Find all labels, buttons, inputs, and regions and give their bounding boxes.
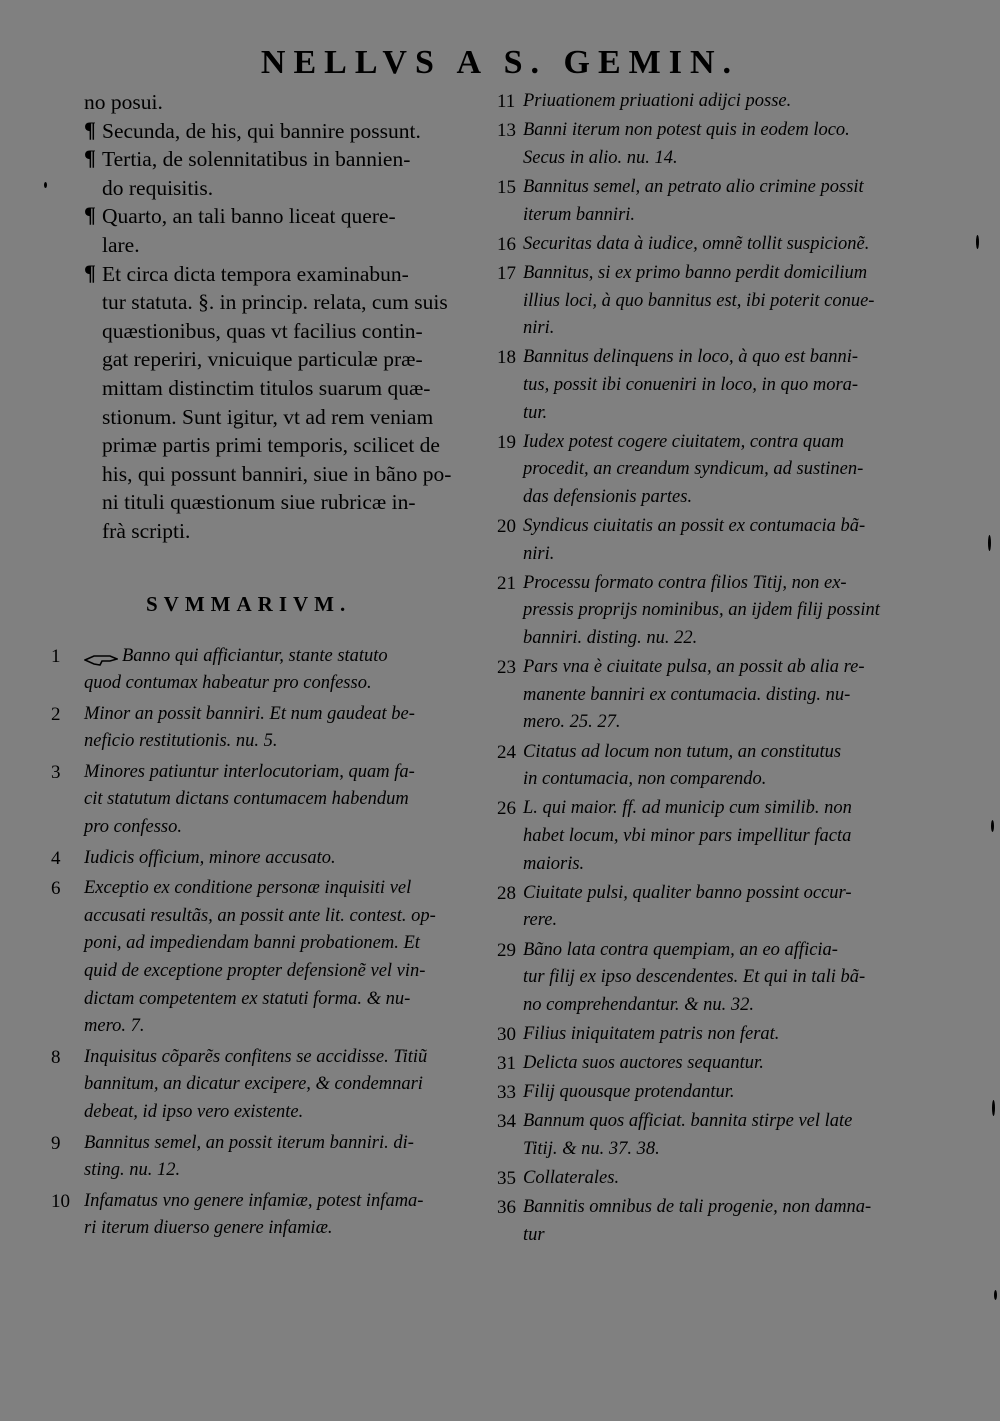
entry-number: 6 bbox=[51, 878, 61, 900]
entry-text bbox=[84, 1188, 423, 1243]
entry-line-text: Citatus ad locum non tutum, an constitutus bbox=[523, 741, 842, 762]
ink-speck bbox=[994, 1290, 997, 1300]
entry-line-text: Bannitus delinquens in loco, à quo est banni- bbox=[523, 347, 859, 368]
pilcrow-mark bbox=[84, 345, 102, 374]
entry-line bbox=[523, 372, 858, 400]
text-line bbox=[84, 460, 494, 489]
entry-number: 8 bbox=[51, 1046, 61, 1068]
summary-entry bbox=[497, 1021, 937, 1049]
entry-line bbox=[523, 964, 865, 992]
entry-text bbox=[523, 88, 791, 116]
entry-line-text: Collaterales. bbox=[523, 1168, 620, 1189]
text-line: no posui. bbox=[84, 90, 163, 114]
right-column bbox=[497, 88, 937, 1251]
entry-line-text: tur bbox=[523, 1225, 545, 1246]
paragraph bbox=[84, 202, 494, 259]
entry-number: 19 bbox=[497, 431, 516, 453]
entry-number: 15 bbox=[497, 176, 516, 198]
summary-entry bbox=[497, 174, 937, 229]
entry-line-text: neficio restitutionis. nu. 5. bbox=[84, 731, 278, 752]
entry-line bbox=[523, 513, 865, 541]
entry-number: 30 bbox=[497, 1023, 516, 1045]
entry-line-text: Filius iniquitatem patris non ferat. bbox=[523, 1023, 780, 1044]
entry-line-text: debeat, id ipso vero existente. bbox=[84, 1102, 304, 1122]
entry-line bbox=[84, 986, 436, 1014]
entry-line-text: Iudicis officium, minore accusato. bbox=[84, 847, 336, 868]
text-line bbox=[84, 317, 494, 346]
text-line-content: Tertia, de solennitatibus in bannien- bbox=[102, 147, 411, 172]
entry-text bbox=[523, 739, 841, 794]
pilcrow-mark bbox=[84, 374, 102, 403]
entry-line-text: habet locum, vbi minor pars impellitur facta bbox=[523, 825, 852, 846]
summary-entry bbox=[51, 1130, 494, 1185]
entry-line-text: Secus in alio. nu. 14. bbox=[523, 147, 678, 168]
entry-line bbox=[84, 759, 415, 787]
entry-number: 23 bbox=[497, 657, 516, 679]
pilcrow-mark bbox=[84, 460, 102, 489]
entry-line bbox=[523, 484, 863, 512]
intro-text bbox=[84, 88, 494, 546]
entry-line-text: Banni iterum non potest quis in eodem loco. bbox=[523, 120, 850, 141]
entry-line-text: Bannitus, si ex primo banno perdit domicilium bbox=[523, 262, 868, 283]
pilcrow-mark bbox=[84, 431, 102, 460]
entry-number: 35 bbox=[497, 1168, 516, 1190]
entry-line-text: accusati resultãs, an possit ante lit. contest. op- bbox=[84, 905, 436, 926]
pilcrow-mark: ¶ bbox=[84, 145, 96, 171]
entry-line bbox=[84, 1099, 427, 1127]
entry-line-text: illius loci, à quo bannitus est, ibi poterit conue- bbox=[523, 290, 875, 311]
text-line-content: tur statuta. §. in princip. relata, cum suis bbox=[102, 290, 448, 315]
text-line-content: stionum. Sunt igitur, vt ad rem veniam bbox=[102, 404, 434, 429]
entry-line bbox=[84, 1188, 423, 1216]
summary-entry bbox=[497, 231, 937, 259]
entry-number: 33 bbox=[497, 1082, 516, 1104]
pilcrow-mark bbox=[84, 231, 102, 260]
entry-line bbox=[523, 823, 852, 851]
entry-text bbox=[84, 1130, 414, 1185]
entry-text bbox=[84, 875, 436, 1041]
entry-line bbox=[523, 145, 850, 173]
entry-text bbox=[523, 231, 869, 259]
entry-text bbox=[523, 1079, 735, 1107]
entry-text bbox=[523, 1108, 852, 1163]
pilcrow-mark bbox=[84, 317, 102, 346]
entry-line-text: no comprehendantur. & nu. 32. bbox=[523, 994, 755, 1015]
entry-text bbox=[523, 513, 865, 568]
entry-text bbox=[523, 429, 863, 512]
entry-line bbox=[523, 288, 874, 316]
entry-line-text: rere. bbox=[523, 910, 558, 931]
entry-line bbox=[523, 429, 863, 457]
entry-line bbox=[523, 174, 864, 202]
entry-line-text: iterum banniri. bbox=[523, 204, 636, 225]
summary-entry bbox=[51, 1188, 494, 1243]
text-line bbox=[84, 145, 494, 174]
entry-line bbox=[84, 1013, 436, 1041]
pilcrow-mark bbox=[84, 288, 102, 317]
summary-entry bbox=[51, 643, 494, 698]
entry-line bbox=[523, 795, 852, 823]
summary-entry bbox=[497, 88, 937, 116]
text-line bbox=[84, 431, 494, 460]
entry-line-text: procedit, an creandum syndicum, ad sustinen- bbox=[523, 459, 864, 480]
entry-text bbox=[523, 1194, 871, 1249]
entry-line-text: Exceptio ex conditione personæ inquisiti vel bbox=[84, 878, 412, 899]
entry-line-text: Bannitis omnibus de tali progenie, non damna- bbox=[523, 1197, 872, 1218]
entry-text bbox=[523, 570, 880, 653]
entry-number: 28 bbox=[497, 882, 516, 904]
text-line bbox=[84, 488, 494, 517]
summary-entry bbox=[51, 759, 494, 842]
entry-line bbox=[523, 739, 841, 767]
summary-entry bbox=[497, 795, 937, 878]
entry-number: 16 bbox=[497, 233, 516, 255]
text-line-content: do requisitis. bbox=[102, 175, 214, 200]
entry-line bbox=[523, 1165, 619, 1193]
entry-line bbox=[523, 766, 841, 794]
paragraph bbox=[84, 117, 494, 146]
entry-line-text: Filij quousque protendantur. bbox=[523, 1082, 735, 1103]
entry-line-text: quid de exceptione propter defensionẽ vel vin- bbox=[84, 961, 426, 982]
entry-text bbox=[523, 880, 852, 935]
entry-line-text: banniri. disting. nu. 22. bbox=[523, 628, 698, 649]
entry-text bbox=[523, 344, 858, 427]
entry-line-text: Minores patiuntur interlocutoriam, quam fa- bbox=[84, 761, 415, 782]
summary-list-left bbox=[51, 643, 494, 1243]
entry-line-text: das defensionis partes. bbox=[523, 486, 693, 507]
entry-line bbox=[523, 597, 880, 625]
entry-line-text: in contumacia, non comparendo. bbox=[523, 769, 767, 790]
text-line bbox=[84, 231, 494, 260]
ink-speck bbox=[991, 820, 994, 832]
summary-entry bbox=[497, 513, 937, 568]
entry-line bbox=[523, 654, 865, 682]
summary-entry bbox=[497, 1108, 937, 1163]
entry-line bbox=[523, 117, 850, 145]
entry-line-text: Bannitus semel, an possit iterum banniri. di- bbox=[84, 1132, 414, 1153]
ink-speck bbox=[988, 535, 991, 551]
text-line bbox=[84, 260, 494, 289]
entry-line-text: L. qui maior. ff. ad municip cum similib. non bbox=[523, 798, 852, 819]
text-line bbox=[84, 517, 494, 546]
entry-number: 10 bbox=[51, 1190, 70, 1212]
pilcrow-mark: ¶ bbox=[84, 259, 96, 285]
entry-line-text: tur filij ex ipso descendentes. Et qui in tali bã- bbox=[523, 967, 866, 988]
summary-heading: SVMMARIVM. bbox=[146, 591, 352, 616]
entry-line-text: Ciuitate pulsi, qualiter banno possint occur- bbox=[523, 882, 852, 903]
entry-text bbox=[84, 1044, 427, 1127]
paragraph bbox=[84, 260, 494, 546]
text-line bbox=[84, 117, 494, 146]
entry-line bbox=[523, 1079, 735, 1107]
paragraph bbox=[84, 145, 494, 202]
text-line-content: Secunda, de his, qui bannire possunt. bbox=[102, 118, 421, 143]
summary-entry bbox=[497, 1050, 937, 1078]
entry-line bbox=[523, 202, 864, 230]
entry-line bbox=[84, 1071, 427, 1099]
entry-line bbox=[523, 1194, 871, 1222]
entry-line bbox=[523, 88, 791, 116]
text-line-content: Quarto, an tali banno liceat quere- bbox=[102, 204, 396, 229]
entry-line bbox=[523, 709, 865, 737]
entry-line-text: niri. bbox=[523, 318, 555, 339]
entry-line-text: tus, possit ibi conueniri in loco, in quo mora- bbox=[523, 374, 859, 395]
entry-line bbox=[523, 541, 865, 569]
entry-line bbox=[523, 625, 880, 653]
entry-text bbox=[84, 845, 336, 873]
entry-line-text: Securitas data à iudice, omnẽ tollit suspicionẽ. bbox=[523, 233, 870, 254]
entry-number: 20 bbox=[497, 516, 516, 538]
entry-line bbox=[523, 315, 874, 343]
entry-line bbox=[523, 570, 880, 598]
entry-number: 34 bbox=[497, 1111, 516, 1133]
entry-line-text: Iudex potest cogere ciuitatem, contra quam bbox=[523, 431, 844, 452]
entry-number: 18 bbox=[497, 347, 516, 369]
summary-entry bbox=[497, 1165, 937, 1193]
entry-number: 36 bbox=[497, 1197, 516, 1219]
entry-line bbox=[84, 1157, 414, 1185]
entry-number: 9 bbox=[51, 1132, 61, 1154]
entry-line bbox=[84, 903, 436, 931]
entry-text bbox=[523, 174, 864, 229]
entry-text bbox=[523, 260, 874, 343]
ink-speck bbox=[44, 182, 47, 188]
entry-number: 24 bbox=[497, 741, 516, 763]
entry-number: 31 bbox=[497, 1053, 516, 1075]
text-line-content: lare. bbox=[102, 232, 140, 257]
entry-line-text: Minor an possit banniri. Et num gaudeat be- bbox=[84, 703, 415, 724]
summary-entry bbox=[51, 1044, 494, 1127]
text-line-content: ni tituli quæstionum siue rubricæ in- bbox=[102, 490, 416, 515]
entry-line-text: Infamatus vno genere infamiæ, potest infama- bbox=[84, 1190, 424, 1211]
entry-number: 21 bbox=[497, 572, 516, 594]
entry-text bbox=[523, 937, 865, 1020]
entry-text bbox=[523, 1021, 779, 1049]
entry-text bbox=[523, 117, 850, 172]
text-line-content: frà scripti. bbox=[102, 518, 191, 543]
entry-line-text: mero. 7. bbox=[84, 1016, 145, 1037]
summary-entry bbox=[497, 1079, 937, 1107]
ink-speck bbox=[992, 1100, 995, 1116]
text-line-content: primæ partis primi temporis, scilicet de bbox=[102, 433, 440, 458]
entry-line bbox=[523, 1222, 871, 1250]
entry-text bbox=[84, 701, 415, 756]
summary-entry bbox=[497, 739, 937, 794]
entry-line-text: Pars vna è ciuitate pulsa, an possit ab alia re- bbox=[523, 657, 865, 678]
text-line-content: quæstionibus, quas vt facilius contin- bbox=[102, 318, 423, 343]
entry-line-text: pro confesso. bbox=[84, 817, 182, 838]
summary-entry bbox=[51, 701, 494, 756]
entry-line-text: Titij. & nu. 37. 38. bbox=[523, 1139, 660, 1160]
entry-text bbox=[523, 795, 852, 878]
entry-line-text: tur. bbox=[523, 402, 548, 423]
summary-entry bbox=[497, 117, 937, 172]
entry-line-text: Bannum quos afficiat. bannita stirpe vel late bbox=[523, 1111, 853, 1132]
entry-line bbox=[84, 643, 388, 671]
entry-text bbox=[523, 1165, 619, 1193]
summary-entry bbox=[497, 429, 937, 512]
entry-line-text: dictam competentem ex statuti forma. & nu- bbox=[84, 988, 411, 1009]
entry-number: 13 bbox=[497, 120, 516, 142]
text-line bbox=[84, 288, 494, 317]
entry-line-text: quod contumax habeatur pro confesso. bbox=[84, 673, 372, 694]
entry-number: 4 bbox=[51, 847, 61, 869]
entry-line-text: Banno qui afficiantur, stante statuto bbox=[122, 645, 388, 666]
summary-entry bbox=[497, 654, 937, 737]
entry-line bbox=[523, 260, 874, 288]
text-line bbox=[84, 202, 494, 231]
entry-line bbox=[84, 814, 415, 842]
entry-line bbox=[523, 400, 858, 428]
text-line-content: his, qui possunt banniri, siue in bãno po- bbox=[102, 461, 452, 486]
entry-line bbox=[84, 701, 415, 729]
entry-line bbox=[523, 231, 869, 259]
entry-line-text: Processu formato contra filios Titij, non ex- bbox=[523, 572, 847, 593]
summary-entry bbox=[497, 880, 937, 935]
left-column bbox=[51, 88, 494, 1246]
entry-line bbox=[84, 670, 388, 698]
entry-line bbox=[523, 1050, 764, 1078]
entry-line bbox=[523, 1136, 852, 1164]
entry-line bbox=[523, 1021, 779, 1049]
entry-line bbox=[84, 845, 336, 873]
summary-entry bbox=[51, 875, 494, 1041]
text-line bbox=[84, 374, 494, 403]
entry-line bbox=[84, 1130, 414, 1158]
entry-text bbox=[523, 1050, 764, 1078]
entry-line bbox=[523, 851, 852, 879]
entry-line-text: poni, ad impediendam banni probationem. Et bbox=[84, 933, 420, 954]
entry-line bbox=[84, 930, 436, 958]
running-header: NELLVS A S. GEMIN. bbox=[260, 44, 740, 81]
entry-line bbox=[84, 958, 436, 986]
entry-text bbox=[523, 654, 865, 737]
summary-entry bbox=[497, 937, 937, 1020]
summary-entry bbox=[51, 845, 494, 873]
entry-line-text: pressis proprijs nominibus, an ijdem filij possint bbox=[523, 600, 880, 621]
entry-line-text: manente banniri ex contumacia. disting. nu- bbox=[523, 684, 851, 705]
entry-line-text: mero. 25. 27. bbox=[523, 712, 621, 733]
entry-number: 2 bbox=[51, 703, 61, 725]
pilcrow-mark bbox=[84, 403, 102, 432]
entry-line bbox=[84, 1044, 427, 1072]
pilcrow-mark: ¶ bbox=[84, 202, 96, 228]
entry-line-text: bannitum, an dicatur excipere, & condemnari bbox=[84, 1074, 423, 1095]
entry-line bbox=[523, 937, 865, 965]
summary-entry bbox=[497, 1194, 937, 1249]
entry-line bbox=[523, 344, 858, 372]
entry-line-text: Priuationem priuationi adijci posse. bbox=[523, 91, 792, 111]
entry-line bbox=[523, 682, 865, 710]
entry-line-text: maioris. bbox=[523, 853, 585, 874]
entry-number: 3 bbox=[51, 761, 61, 783]
entry-line bbox=[84, 875, 436, 903]
text-line bbox=[84, 174, 494, 203]
entry-line bbox=[523, 1108, 852, 1136]
pilcrow-mark bbox=[84, 174, 102, 203]
text-line bbox=[84, 403, 494, 432]
entry-line bbox=[523, 907, 852, 935]
summary-list-right bbox=[497, 88, 937, 1250]
entry-line-text: Bãno lata contra quempiam, an eo afficia- bbox=[523, 939, 838, 960]
text-line-content: gat reperiri, vnicuique particulæ præ- bbox=[102, 347, 423, 372]
text-line-content: mittam distinctim titulos suarum quæ- bbox=[102, 375, 431, 400]
entry-text bbox=[84, 759, 415, 842]
pilcrow-mark bbox=[84, 488, 102, 517]
pilcrow-mark: ¶ bbox=[84, 116, 96, 142]
entry-line bbox=[523, 992, 865, 1020]
entry-number: 1 bbox=[51, 645, 61, 667]
entry-line-text: Syndicus ciuitatis an possit ex contumacia bã- bbox=[523, 516, 866, 537]
entry-line-text: niri. bbox=[523, 543, 555, 564]
entry-number: 29 bbox=[497, 939, 516, 961]
entry-line bbox=[523, 880, 852, 908]
entry-number: 17 bbox=[497, 262, 516, 284]
pilcrow-mark bbox=[84, 517, 102, 546]
entry-line-text: sting. nu. 12. bbox=[84, 1160, 181, 1181]
pointing-hand-icon bbox=[84, 649, 118, 663]
entry-line-text: Delicta suos auctores sequantur. bbox=[523, 1053, 764, 1074]
text-line bbox=[84, 345, 494, 374]
text-line-content: Et circa dicta tempora examinabun- bbox=[102, 261, 409, 286]
entry-line bbox=[84, 786, 415, 814]
entry-line-text: Bannitus semel, an petrato alio crimine possit bbox=[523, 176, 864, 197]
entry-line bbox=[84, 728, 415, 756]
entry-line bbox=[84, 1215, 423, 1243]
summary-entry bbox=[497, 570, 937, 653]
ink-speck bbox=[976, 235, 979, 249]
entry-line-text: cit statutum dictans contumacem habendum bbox=[84, 789, 409, 810]
entry-line-text: Inquisitus cõparẽs confitens se accidisse. Titiũ bbox=[84, 1046, 428, 1067]
entry-line bbox=[523, 456, 863, 484]
summary-entry bbox=[497, 260, 937, 343]
entry-text bbox=[84, 643, 388, 698]
entry-number: 26 bbox=[497, 798, 516, 820]
entry-line-text: ri iterum diuerso genere infamiæ. bbox=[84, 1218, 333, 1239]
entry-number: 11 bbox=[497, 91, 516, 112]
summary-entry bbox=[497, 344, 937, 427]
